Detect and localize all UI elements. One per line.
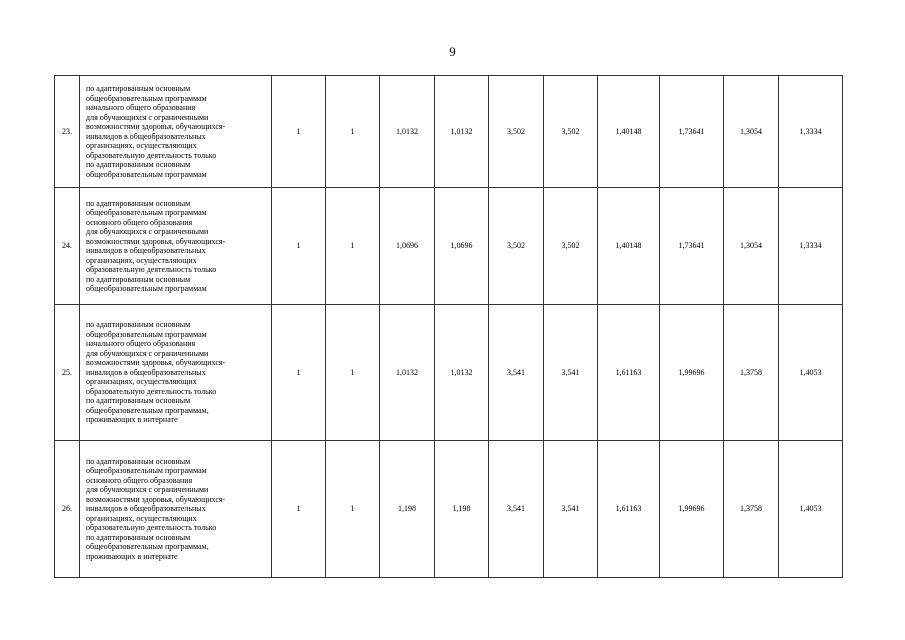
page-number: 9: [449, 44, 456, 59]
program-description: [80, 441, 272, 578]
coefficient-cell: 1,198: [380, 441, 435, 578]
program-description: [80, 76, 272, 188]
coefficient-cell: 1: [272, 76, 326, 188]
description-line: общеобразовательным программам: [86, 329, 207, 339]
coefficient-cell: 1,4053: [779, 441, 843, 578]
description-line: организациях, осуществляющих: [86, 255, 197, 265]
coefficient-cell: 1,0132: [435, 305, 489, 441]
coefficient-cell: 3,541: [489, 441, 544, 578]
description-line: по адаптированным основным: [86, 84, 191, 93]
description-line: инвалидов в общеобразовательных: [86, 246, 206, 255]
description-line: проживающих в интернате: [86, 551, 178, 561]
coefficient-cell: 1,40148: [598, 188, 660, 305]
description-line: по адаптированным основным: [86, 320, 191, 330]
description-line: инвалидов в общеобразовательных: [86, 367, 206, 377]
description-line: возможностями здоровья, обучающихся-: [86, 236, 226, 246]
description-line: начального общего образования: [86, 339, 196, 349]
description-line: возможностями здоровья, обучающихся-: [86, 494, 226, 504]
description-line: для обучающихся с ограниченными: [86, 227, 209, 236]
description-line: общеобразовательным программам: [86, 466, 207, 476]
description-line: общеобразовательным программам: [86, 93, 207, 103]
coefficient-cell: 3,541: [544, 441, 598, 578]
description-line: основного общего образования: [86, 475, 193, 485]
description-line: образовательную деятельность только: [86, 386, 217, 396]
coefficient-cell: 1,4053: [779, 305, 843, 441]
row-number: 23.: [55, 76, 80, 188]
description-line: организациях, осуществляющих: [86, 513, 197, 523]
description-line: общеобразовательным программам: [86, 169, 207, 179]
coefficient-cell: 3,502: [544, 188, 598, 305]
description-line: организациях, осуществляющих: [86, 141, 197, 150]
description-line: организациях, осуществляющих: [86, 377, 197, 387]
row-number: 26.: [55, 441, 80, 578]
coefficient-cell: 1,3054: [724, 76, 779, 188]
coefficient-cell: 1: [272, 305, 326, 441]
coefficient-cell: 1: [326, 441, 380, 578]
description-line: общеобразовательным программам: [86, 208, 207, 217]
description-line: образовательную деятельность только: [86, 523, 217, 533]
coefficient-cell: 1,0696: [435, 188, 489, 305]
description-line: общеобразовательным программам,: [86, 542, 209, 552]
coefficient-cell: 1,0132: [380, 76, 435, 188]
coefficient-cell: 1,3334: [779, 188, 843, 305]
coefficient-cell: 1,99696: [660, 441, 724, 578]
coefficient-cell: 1,73641: [660, 76, 724, 188]
table-body: [55, 76, 843, 578]
description-line: проживающих в интернате: [86, 415, 178, 425]
table-row: [55, 305, 843, 441]
coefficient-cell: 1,0132: [380, 305, 435, 441]
description-line: начального общего образования: [86, 103, 196, 112]
description-line: по адаптированным основным: [86, 198, 191, 208]
description-line: образовательную деятельность только: [86, 265, 217, 274]
description-line: для обучающихся с ограниченными: [86, 348, 209, 358]
coefficient-cell: 3,541: [544, 305, 598, 441]
coefficient-cell: 1,0696: [380, 188, 435, 305]
coefficient-cell: 1,73641: [660, 188, 724, 305]
row-number: 25.: [55, 305, 80, 441]
coefficients-table: [54, 75, 843, 578]
coefficient-cell: 1,3758: [724, 441, 779, 578]
description-line: инвалидов в общеобразовательных: [86, 131, 206, 141]
coefficient-cell: 1,61163: [598, 305, 660, 441]
description-line: инвалидов в общеобразовательных: [86, 504, 206, 514]
program-description: [80, 188, 272, 305]
table-row: [55, 441, 843, 578]
coefficient-cell: 1,40148: [598, 76, 660, 188]
coefficient-cell: 3,541: [489, 305, 544, 441]
coefficient-cell: 3,502: [489, 76, 544, 188]
description-line: основного общего образования: [86, 217, 193, 227]
description-line: возможностями здоровья, обучающихся-: [86, 358, 226, 368]
row-number: 24.: [55, 188, 80, 305]
description-line: для обучающихся с ограниченными: [86, 485, 209, 495]
description-line: для обучающихся с ограниченными: [86, 112, 209, 122]
description-line: по адаптированным основным: [86, 456, 191, 466]
program-description: [80, 305, 272, 441]
table-row: [55, 188, 843, 305]
description-line: по адаптированным основным: [86, 274, 191, 284]
coefficient-cell: 1: [326, 76, 380, 188]
description-line: общеобразовательным программам: [86, 284, 207, 293]
coefficient-cell: 1,3758: [724, 305, 779, 441]
coefficient-cell: 3,502: [489, 188, 544, 305]
description-line: по адаптированным основным: [86, 160, 191, 169]
coefficient-cell: 1: [326, 305, 380, 441]
description-line: возможностями здоровья, обучающихся-: [86, 122, 226, 131]
table-row: [55, 76, 843, 188]
coefficient-cell: 1: [272, 188, 326, 305]
coefficient-cell: 1,99696: [660, 305, 724, 441]
coefficient-cell: 3,502: [544, 76, 598, 188]
description-line: образовательную деятельность только: [86, 150, 217, 160]
description-line: общеобразовательным программам,: [86, 405, 209, 415]
coefficient-cell: 1: [272, 441, 326, 578]
description-line: по адаптированным основным: [86, 396, 191, 406]
coefficient-cell: 1: [326, 188, 380, 305]
coefficient-cell: 1,198: [435, 441, 489, 578]
coefficient-cell: 1,3334: [779, 76, 843, 188]
coefficient-cell: 1,3054: [724, 188, 779, 305]
coefficient-cell: 1,0132: [435, 76, 489, 188]
description-line: по адаптированным основным: [86, 532, 191, 542]
coefficient-cell: 1,61163: [598, 441, 660, 578]
